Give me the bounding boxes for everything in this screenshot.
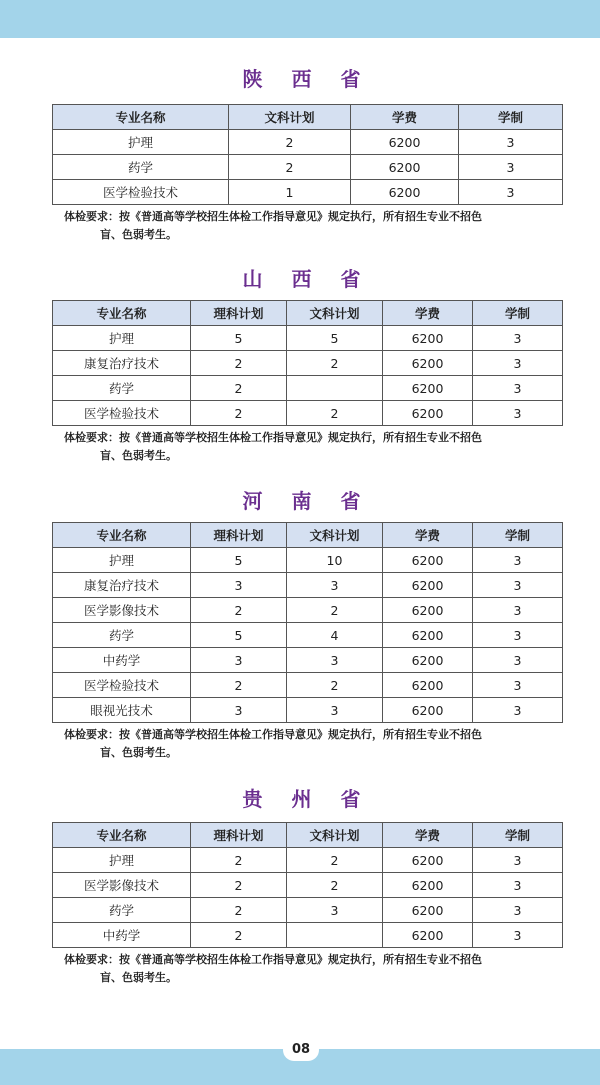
cell-duration: 3	[473, 598, 563, 623]
cell-duration: 3	[473, 351, 563, 376]
cell-science-plan: 2	[191, 401, 287, 426]
health-requirement-note	[52, 726, 562, 762]
cell-arts-plan: 2	[287, 848, 383, 873]
cell-duration: 3	[473, 573, 563, 598]
cell-arts-plan: 2	[229, 130, 351, 155]
cell-tuition: 6200	[383, 698, 473, 723]
note-line-1: 体检要求：按《普通高等学校招生体检工作指导意见》规定执行，所有招生专业不招色	[64, 728, 482, 741]
cell-major: 医学检验技术	[53, 673, 191, 698]
cell-arts-plan: 2	[287, 673, 383, 698]
cell-tuition: 6200	[351, 155, 459, 180]
header-major: 专业名称	[53, 523, 191, 548]
cell-science-plan: 2	[191, 923, 287, 948]
cell-tuition: 6200	[383, 623, 473, 648]
cell-tuition: 6200	[351, 180, 459, 205]
table-row	[53, 648, 563, 673]
cell-tuition: 6200	[383, 648, 473, 673]
table-row	[53, 326, 563, 351]
cell-arts-plan: 3	[287, 648, 383, 673]
admission-table	[52, 300, 563, 426]
table-row	[53, 548, 563, 573]
cell-science-plan: 3	[191, 648, 287, 673]
cell-tuition: 6200	[383, 673, 473, 698]
table-header-row	[53, 523, 563, 548]
cell-science-plan: 2	[191, 351, 287, 376]
cell-duration: 3	[473, 923, 563, 948]
cell-arts-plan: 3	[287, 898, 383, 923]
header-duration: 学制	[473, 523, 563, 548]
cell-major: 眼视光技术	[53, 698, 191, 723]
table-row	[53, 351, 563, 376]
cell-arts-plan: 2	[287, 873, 383, 898]
table-row	[53, 673, 563, 698]
cell-major: 药学	[53, 623, 191, 648]
note-line-2: 盲、色弱考生。	[100, 449, 177, 462]
note-line-2: 盲、色弱考生。	[100, 971, 177, 984]
header-science-plan: 理科计划	[191, 823, 287, 848]
cell-major: 护理	[53, 130, 229, 155]
cell-duration: 3	[473, 326, 563, 351]
cell-science-plan: 2	[191, 898, 287, 923]
cell-major: 中药学	[53, 923, 191, 948]
cell-duration: 3	[473, 648, 563, 673]
cell-arts-plan: 2	[287, 351, 383, 376]
cell-tuition: 6200	[383, 598, 473, 623]
cell-tuition: 6200	[383, 848, 473, 873]
health-requirement-note	[52, 951, 562, 987]
header-science-plan: 理科计划	[191, 301, 287, 326]
table-row	[53, 376, 563, 401]
section-guizhou	[52, 782, 562, 987]
table-row	[53, 848, 563, 873]
header-science-plan: 理科计划	[191, 523, 287, 548]
cell-duration: 3	[473, 698, 563, 723]
cell-arts-plan	[287, 376, 383, 401]
cell-arts-plan: 10	[287, 548, 383, 573]
cell-tuition: 6200	[383, 898, 473, 923]
health-requirement-note	[52, 429, 562, 465]
cell-arts-plan: 2	[287, 401, 383, 426]
cell-science-plan: 5	[191, 326, 287, 351]
admission-table	[52, 822, 563, 948]
table-header-row	[53, 301, 563, 326]
cell-duration: 3	[473, 376, 563, 401]
note-line-1: 体检要求：按《普通高等学校招生体检工作指导意见》规定执行，所有招生专业不招色	[64, 431, 482, 444]
health-requirement-note	[52, 208, 562, 244]
note-line-2: 盲、色弱考生。	[100, 228, 177, 241]
header-duration: 学制	[473, 301, 563, 326]
header-major: 专业名称	[53, 823, 191, 848]
cell-major: 护理	[53, 548, 191, 573]
cell-arts-plan: 4	[287, 623, 383, 648]
cell-major: 护理	[53, 848, 191, 873]
cell-tuition: 6200	[383, 351, 473, 376]
table-row	[53, 598, 563, 623]
top-banner	[0, 0, 600, 38]
cell-duration: 3	[473, 898, 563, 923]
table-row	[53, 923, 563, 948]
province-title: 贵 州 省	[242, 787, 372, 811]
cell-arts-plan	[287, 923, 383, 948]
cell-duration: 3	[473, 623, 563, 648]
table-row	[53, 155, 563, 180]
cell-duration: 3	[473, 848, 563, 873]
header-tuition: 学费	[383, 301, 473, 326]
cell-arts-plan: 2	[229, 155, 351, 180]
cell-science-plan: 3	[191, 573, 287, 598]
cell-tuition: 6200	[383, 326, 473, 351]
cell-tuition: 6200	[383, 573, 473, 598]
cell-major: 医学检验技术	[53, 401, 191, 426]
section-henan	[52, 484, 562, 762]
header-arts-plan: 文科计划	[229, 105, 351, 130]
cell-duration: 3	[473, 873, 563, 898]
table-header-row	[53, 105, 563, 130]
admission-table	[52, 104, 563, 205]
cell-duration: 3	[473, 401, 563, 426]
header-duration: 学制	[473, 823, 563, 848]
cell-major: 康复治疗技术	[53, 351, 191, 376]
table-row	[53, 698, 563, 723]
cell-arts-plan: 2	[287, 598, 383, 623]
cell-major: 药学	[53, 898, 191, 923]
cell-duration: 3	[459, 180, 563, 205]
cell-duration: 3	[473, 673, 563, 698]
cell-science-plan: 2	[191, 848, 287, 873]
cell-duration: 3	[459, 130, 563, 155]
cell-science-plan: 2	[191, 673, 287, 698]
cell-science-plan: 2	[191, 873, 287, 898]
section-shanxi	[52, 262, 562, 465]
header-major: 专业名称	[53, 301, 191, 326]
cell-major: 医学检验技术	[53, 180, 229, 205]
cell-duration: 3	[473, 548, 563, 573]
province-title: 陕 西 省	[242, 67, 372, 91]
section-shaanxi	[52, 62, 562, 244]
table-row	[53, 898, 563, 923]
cell-tuition: 6200	[383, 923, 473, 948]
cell-arts-plan: 5	[287, 326, 383, 351]
cell-major: 康复治疗技术	[53, 573, 191, 598]
note-line-2: 盲、色弱考生。	[100, 746, 177, 759]
province-title: 河 南 省	[242, 489, 372, 513]
cell-major: 药学	[53, 155, 229, 180]
cell-major: 医学影像技术	[53, 598, 191, 623]
cell-tuition: 6200	[383, 873, 473, 898]
table-row	[53, 401, 563, 426]
table-header-row	[53, 823, 563, 848]
header-tuition: 学费	[383, 523, 473, 548]
admission-table	[52, 522, 563, 723]
note-line-1: 体检要求：按《普通高等学校招生体检工作指导意见》规定执行，所有招生专业不招色	[64, 210, 482, 223]
table-row	[53, 130, 563, 155]
cell-science-plan: 5	[191, 548, 287, 573]
header-arts-plan: 文科计划	[287, 823, 383, 848]
header-duration: 学制	[459, 105, 563, 130]
cell-duration: 3	[459, 155, 563, 180]
page-number: 08	[283, 1039, 319, 1061]
header-tuition: 学费	[383, 823, 473, 848]
province-title: 山 西 省	[242, 267, 372, 291]
cell-arts-plan: 3	[287, 698, 383, 723]
cell-arts-plan: 3	[287, 573, 383, 598]
cell-tuition: 6200	[383, 376, 473, 401]
cell-tuition: 6200	[351, 130, 459, 155]
header-major: 专业名称	[53, 105, 229, 130]
table-row	[53, 180, 563, 205]
header-tuition: 学费	[351, 105, 459, 130]
cell-major: 护理	[53, 326, 191, 351]
cell-tuition: 6200	[383, 548, 473, 573]
table-row	[53, 873, 563, 898]
table-row	[53, 623, 563, 648]
cell-science-plan: 5	[191, 623, 287, 648]
header-arts-plan: 文科计划	[287, 523, 383, 548]
cell-science-plan: 2	[191, 376, 287, 401]
cell-science-plan: 3	[191, 698, 287, 723]
cell-science-plan: 2	[191, 598, 287, 623]
header-arts-plan: 文科计划	[287, 301, 383, 326]
cell-arts-plan: 1	[229, 180, 351, 205]
cell-major: 医学影像技术	[53, 873, 191, 898]
cell-tuition: 6200	[383, 401, 473, 426]
table-row	[53, 573, 563, 598]
cell-major: 药学	[53, 376, 191, 401]
cell-major: 中药学	[53, 648, 191, 673]
note-line-1: 体检要求：按《普通高等学校招生体检工作指导意见》规定执行，所有招生专业不招色	[64, 953, 482, 966]
